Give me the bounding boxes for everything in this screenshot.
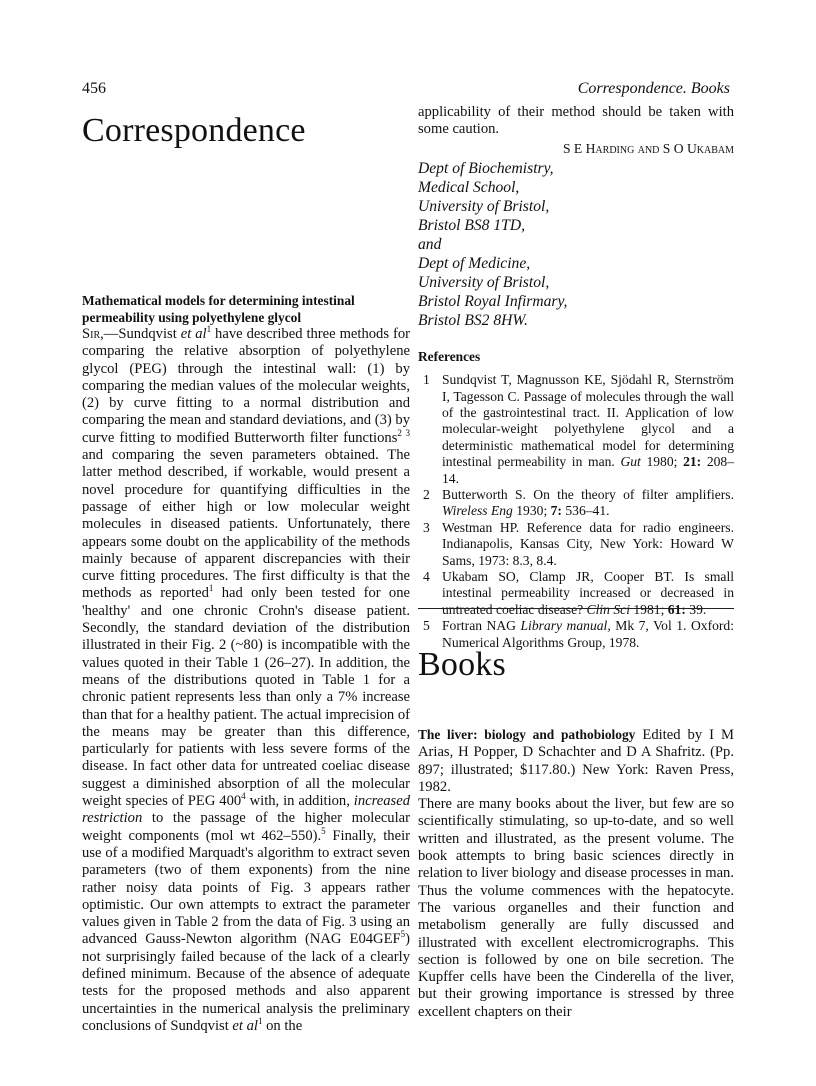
body-text: have described three methods for comparing the relative absorption of polyethylene glycol (PEG) through the intestinal wall: (1) by comparing the median values of the molecular weights, (2) by curve fitting to a normal distribution and comparing the mean and standard deviations, and (3) by curve fitting to modified Butterworth filter functions [82,326,411,446]
reference-number: 4 [423,569,430,585]
reference-text: 1930; [512,503,551,519]
right-column [418,104,734,651]
reference-item [418,569,734,618]
reference-text: 1980; [640,454,684,470]
reference-number: 1 [423,372,430,388]
books-column [418,726,734,1021]
body-text: Finally, their use of a modified Marquadt's algorithm to extract seven parameters (two of them exponents) from the nine rather noisy data points of Fig. 3 appears rather optimistic. Our own attempts to extract the parameter values given in Table 2 from the data of Fig. 3 using an advanced Gauss-Newton algorithm (NAG E04GEF [82,827,410,948]
section-title-books: Books [418,646,506,683]
reference-item [418,487,734,520]
reference-journal: Wireless Eng [442,503,513,519]
reference-text: Fortran NAG [442,618,521,634]
address-line: University of Bristol, [418,197,550,215]
section-divider [418,608,734,609]
body-text: ) not surprisingly failed because of the lack of a clearly defined minimum. Because of the absence of adequate tests for the proposed methods and also apparent uncertainties in the numerical analysis the preliminary conclusions of Sundqvist [82,931,410,1034]
address-line: Bristol Royal Infirmary, [418,292,568,310]
reference-journal: Gut [620,454,641,470]
body-italic: et al [232,1017,258,1034]
body-text: to the passage of the higher molecular weight components (mol wt 462–550). [82,810,410,844]
letter-body [82,326,410,1035]
reference-text: 1981; [629,601,668,617]
reference-item [418,372,734,487]
ref-superscript: 5 [321,825,326,836]
reference-volume: 21: [683,454,702,470]
book-review: There are many books about the liver, but few are so scientifically stimulating, so up-to-date, and so well written and illustrated, as the present volume. The book attempts to bring basic sciences directly in relation to liver biology and disease processes in man. Thus the volume commences with the hepatocyte. The various organelles and their function and metabolism generally are fully discussed and illustrated with excellent electromicrographs. This section is followed by one on bile secretion. The Kupffer cells have been the Cinderella of the liver, but their growing importance is stressed by three excellent chapters on their [418,796,734,1020]
body-text: and comparing the seven parameters obtained. The latter method described, if workable, would present a novel procedure for quantifying difficulties in the passage of either high or low molecular weight molecules in diseased patients. Unfortunately, there appears some doubt on the applicability of the methods mainly because of apparent discrepancies with their curve fitting procedures. The first difficulty is that the methods as reported [82,447,410,602]
body-italic: et al [180,326,207,342]
body-italic: increased restriction [82,793,410,827]
reference-text: 208–14. [442,454,735,486]
page-number: 456 [82,80,106,97]
salutation: Sir [82,326,101,342]
address-line: University of Bristol, [418,273,550,291]
section-title-correspondence: Correspondence [82,112,306,149]
ref-superscript: 1 [257,1016,263,1027]
body-text: ,—Sundqvist [100,326,181,342]
col-break: on the [262,1017,303,1034]
reference-text: Ukabam SO, Clamp JR, Cooper BT. Is small intestinal permeability increased or decreased in untreated coeliac disease? [442,569,734,617]
book-title: The liver: biology and pathobiology [418,727,636,742]
ref-superscript: 1 [208,583,214,594]
ref-superscript: 2 3 [397,427,411,438]
reference-number: 2 [423,487,430,503]
address-line: Medical School, [418,178,520,196]
reference-text: Mk 7, Vol 1. Oxford: Numerical Algorithms Group, 1978. [442,618,734,650]
address-line: Bristol BS2 8HW. [418,311,528,329]
reference-journal: Library manual, [520,618,611,634]
article-title: Mathematical models for determining intestinal permeability using polyethylene glycol [82,293,355,325]
reference-text: 39. [685,601,707,617]
ref-superscript: 5 [400,929,406,940]
reference-number: 3 [423,519,430,535]
address-line: Bristol BS8 1TD, [418,216,526,234]
book-entry [418,726,734,796]
reference-item [418,520,734,569]
references-heading: References [418,348,481,364]
reference-text: Butterworth S. On the theory of filter amplifiers. [442,487,734,503]
author-address [418,159,734,330]
ref-superscript: 4 [241,791,246,802]
address-line: Dept of Biochemistry, [418,159,554,177]
address-line: and [418,235,442,253]
signature: S E Harding and S O Ukabam [562,140,734,156]
reference-text: Sundqvist T, Magnusson KE, Sjödahl R, Sternström I, Tagesson C. Passage of molecules through the wall of the gastrointestinal tract. II. Application of low molecular-weight polyethylene glycol and a deterministic mathematical model for determining intestinal permeability in man. [442,372,734,470]
reference-text: 536–41. [561,503,610,519]
letter-body-continued: applicability of their method should be taken with some caution. [418,104,734,138]
references-list [418,372,734,651]
letter-column [82,292,410,1035]
reference-journal: Clin Sci [586,601,630,617]
reference-volume: 7: [550,503,562,519]
body-text: with, in addition, [245,793,354,810]
running-title: Correspondence. Books [577,80,730,97]
ref-superscript: 1 [206,324,212,335]
reference-number: 5 [423,618,430,634]
reference-volume: 61: [667,601,686,617]
book-details: Edited by I M Arias, H Popper, D Schachter and D A Shafritz. (Pp. 897; illustrated; $117.80.) New York: Raven Press, 1982. [418,727,734,795]
address-line: Dept of Medicine, [418,254,531,272]
body-text: had only been tested for one 'healthy' and one chronic Crohn's disease patient. Secondly, the standard deviation of the distribution illustrated in their Fig. 2 (~80) is incompatible with the values quoted in their Table 1 (26–27). In addition, the means of the distributions quoted in Table 1 for a chronic patient represents less than only a 7% increase than that for a healthy patient. The actual imprecision of the means may be greater than this difference, particularly for patients with less severe forms of the disease. In fact other data for untreated coeliac disease suggest a diminished absorption of all the molecular weight species of PEG 400 [82,585,410,810]
reference-text: Westman HP. Reference data for radio engineers. Indianapolis, Kansas City, New York: Howard W Sams, 1973: 8.3, 8.4. [442,519,734,568]
